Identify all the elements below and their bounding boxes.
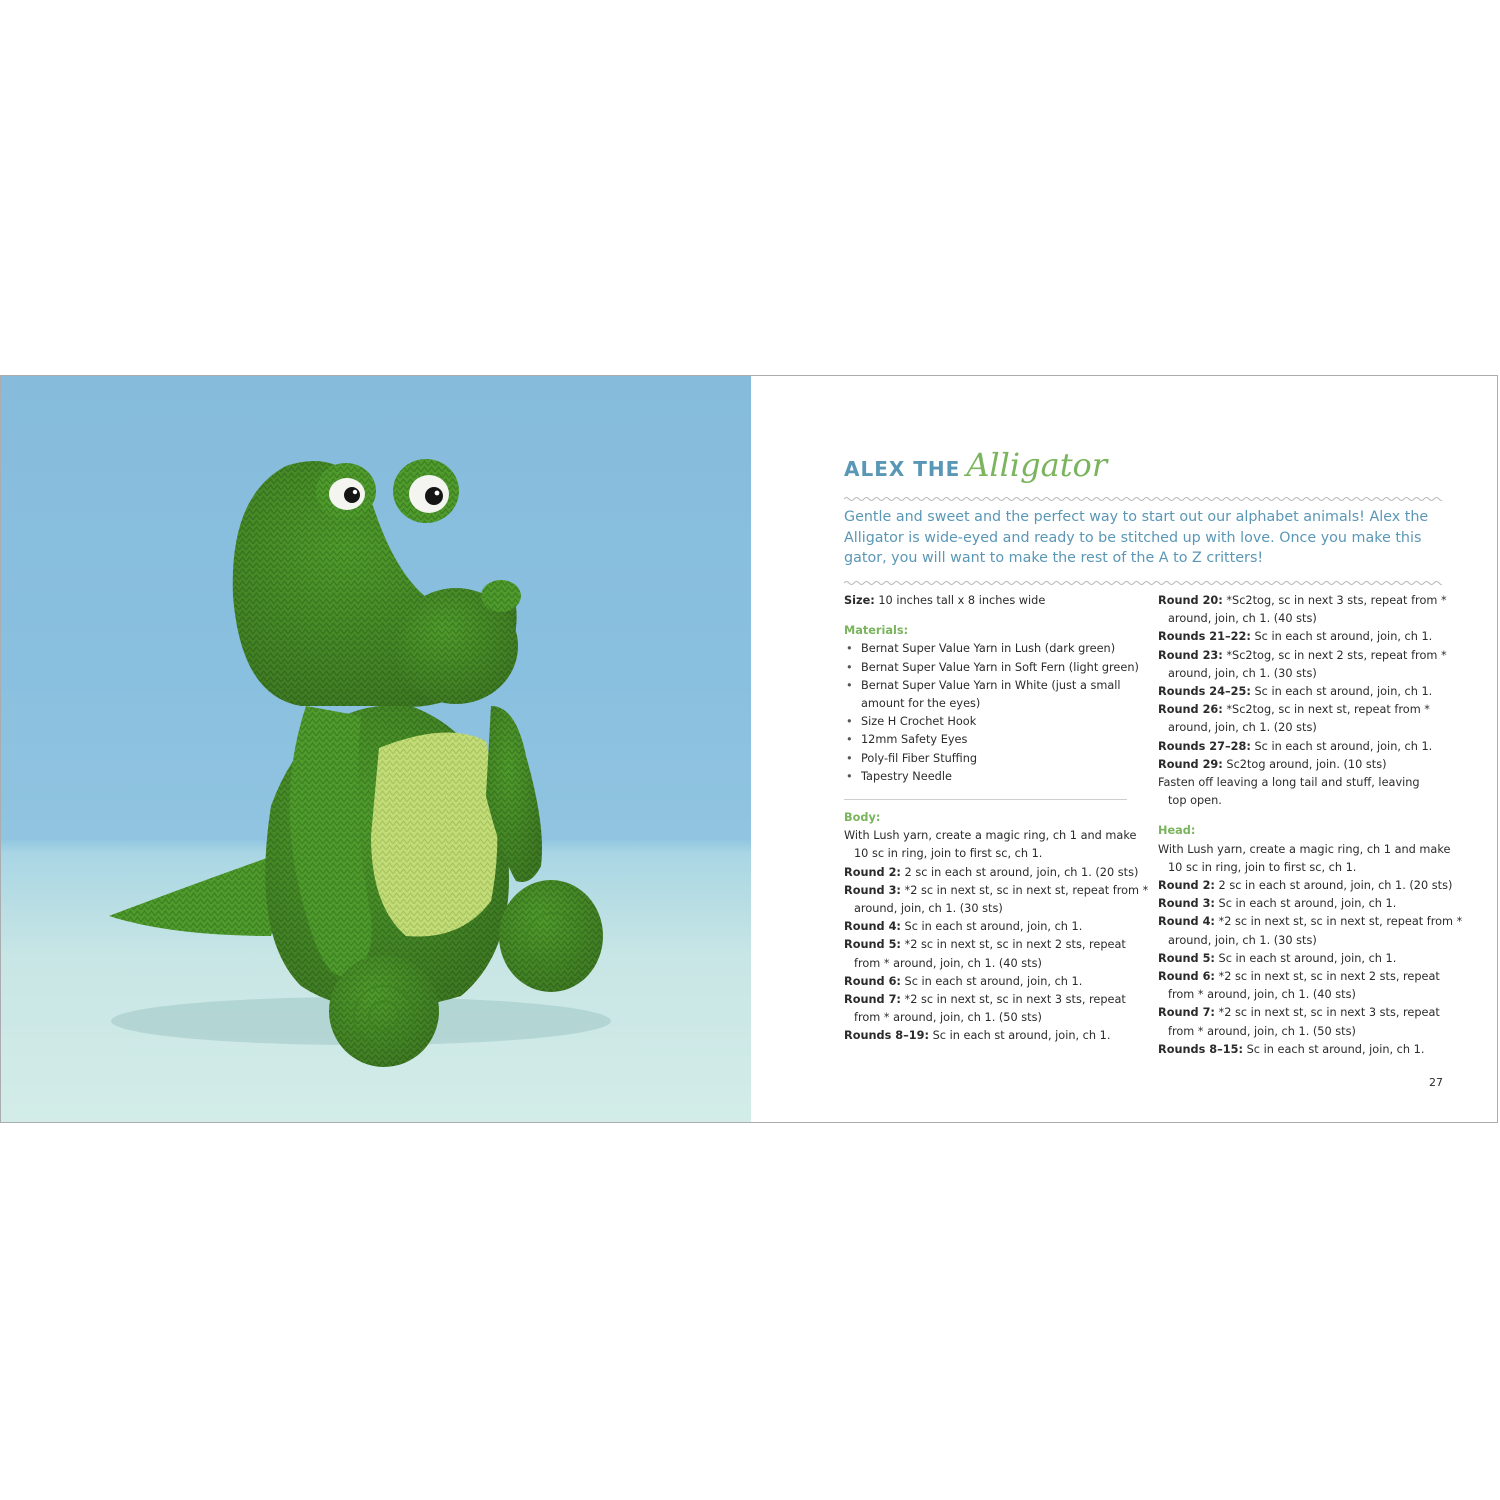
body-round: Rounds 27–28: Sc in each st around, join, ch 1.: [1158, 739, 1433, 753]
body-round: Round 7: *2 sc in next st, sc in next 3 sts, repeat: [844, 993, 1126, 1007]
head-round: Round 3: Sc in each st around, join, ch 1.: [1158, 897, 1397, 911]
body-round-cont: from * around, join, ch 1. (40 sts): [854, 956, 1042, 970]
body-round: Round 5: *2 sc in next st, sc in next 2 sts, repeat: [844, 938, 1126, 952]
body-round: Round 3: *2 sc in next st, sc in next st, repeat from *: [844, 883, 1149, 897]
body-round: Round 20: *Sc2tog, sc in next 3 sts, repeat from *: [1158, 594, 1447, 607]
head-round: Round 4: *2 sc in next st, sc in next st, repeat from *: [1158, 915, 1463, 929]
pattern-title: [844, 446, 1107, 496]
material-item: • Tapestry Needle: [844, 768, 1136, 786]
size-value: 10 inches tall x 8 inches wide: [878, 594, 1046, 607]
head-round: Round 6: *2 sc in next st, sc in next 2 sts, repeat: [1158, 970, 1440, 984]
fasten-off-line: Fasten off leaving a long tail and stuff, leaving: [1158, 776, 1420, 790]
size-line: [844, 592, 1136, 610]
head-round: Rounds 8–15: Sc in each st around, join, ch 1.: [1158, 1042, 1425, 1056]
body-round-cont: around, join, ch 1. (30 sts): [1168, 666, 1317, 680]
body-intro-line: 10 sc in ring, join to first sc, ch 1.: [854, 847, 1043, 861]
head-heading: Head:: [1158, 824, 1196, 838]
title-main: ALEX THE: [844, 457, 961, 481]
wavy-divider-top: [844, 496, 1442, 502]
material-item: • Bernat Super Value Yarn in White (just a small: [844, 677, 1136, 695]
left-column: [844, 592, 1149, 1046]
head-intro-line: With Lush yarn, create a magic ring, ch 1 and make: [1158, 842, 1451, 856]
body-round-cont: around, join, ch 1. (30 sts): [854, 902, 1003, 916]
head-round-cont: around, join, ch 1. (30 sts): [1168, 933, 1317, 947]
body-round-cont: from * around, join, ch 1. (50 sts): [854, 1011, 1042, 1025]
body-round: Round 6: Sc in each st around, join, ch 1.: [844, 974, 1083, 988]
body-round: Round 29: Sc2tog around, join. (10 sts): [1158, 757, 1387, 771]
size-label: Size:: [844, 594, 875, 607]
section-rule: [844, 799, 1127, 800]
alligator-belly: [371, 732, 497, 936]
page-number: 27: [1429, 1076, 1443, 1089]
material-item: • Bernat Super Value Yarn in Soft Fern (light green): [844, 659, 1136, 677]
title-script: Alligator: [966, 446, 1108, 484]
crochet-alligator-illustration: [1, 376, 751, 1122]
body-round-cont: around, join, ch 1. (20 sts): [1168, 721, 1317, 735]
pupil-left: [344, 487, 360, 503]
body-round: Round 26: *Sc2tog, sc in next st, repeat from *: [1158, 703, 1430, 717]
material-item: • Poly-fil Fiber Stuffing: [844, 750, 1136, 768]
head-round: Round 2: 2 sc in each st around, join, ch 1. (20 sts): [1158, 879, 1453, 893]
body-round: Round 2: 2 sc in each st around, join, ch 1. (20 sts): [844, 865, 1139, 879]
body-round: Round 4: Sc in each st around, join, ch 1.: [844, 920, 1083, 934]
material-item-continued: amount for the eyes): [861, 697, 981, 711]
alligator-nostril: [481, 580, 521, 612]
material-item: • Size H Crochet Hook: [844, 713, 1136, 731]
head-round-cont: from * around, join, ch 1. (40 sts): [1168, 988, 1356, 1002]
body-round: Rounds 21–22: Sc in each st around, join, ch 1.: [1158, 630, 1433, 644]
pattern-page: [751, 376, 1498, 1122]
body-intro-line: With Lush yarn, create a magic ring, ch 1 and make: [844, 829, 1137, 843]
materials-list: [844, 640, 1139, 786]
body-round-cont: around, join, ch 1. (40 sts): [1168, 612, 1317, 626]
book-spread: [0, 375, 1498, 1123]
fasten-off-cont: top open.: [1168, 794, 1222, 808]
body-round: Rounds 24–25: Sc in each st around, join, ch 1.: [1158, 685, 1433, 699]
wavy-divider-bottom: [844, 580, 1442, 586]
head-round: Round 7: *2 sc in next st, sc in next 3 sts, repeat: [1158, 1006, 1440, 1020]
head-intro-line: 10 sc in ring, join to first sc, ch 1.: [1168, 860, 1357, 874]
right-column: [1158, 592, 1463, 1059]
material-item: • 12mm Safety Eyes: [844, 731, 1136, 749]
alligator-photo: [1, 376, 751, 1122]
head-round-cont: from * around, join, ch 1. (50 sts): [1168, 1024, 1356, 1038]
materials-heading: Materials:: [844, 624, 909, 638]
body-heading: Body:: [844, 811, 881, 825]
material-item: • Bernat Super Value Yarn in Lush (dark green): [844, 640, 1136, 658]
body-round: Round 23: *Sc2tog, sc in next 2 sts, repeat from *: [1158, 648, 1447, 662]
intro-paragraph: Gentle and sweet and the perfect way to start out our alphabet animals! Alex the Alligator is wide-eyed and ready to be stitched up with love. Once you make this gator, you will want to make the rest of the A to Z critters!: [844, 509, 1429, 567]
pupil-right: [425, 487, 443, 505]
body-round: Rounds 8–19: Sc in each st around, join, ch 1.: [844, 1029, 1111, 1043]
head-round: Round 5: Sc in each st around, join, ch 1.: [1158, 951, 1397, 965]
